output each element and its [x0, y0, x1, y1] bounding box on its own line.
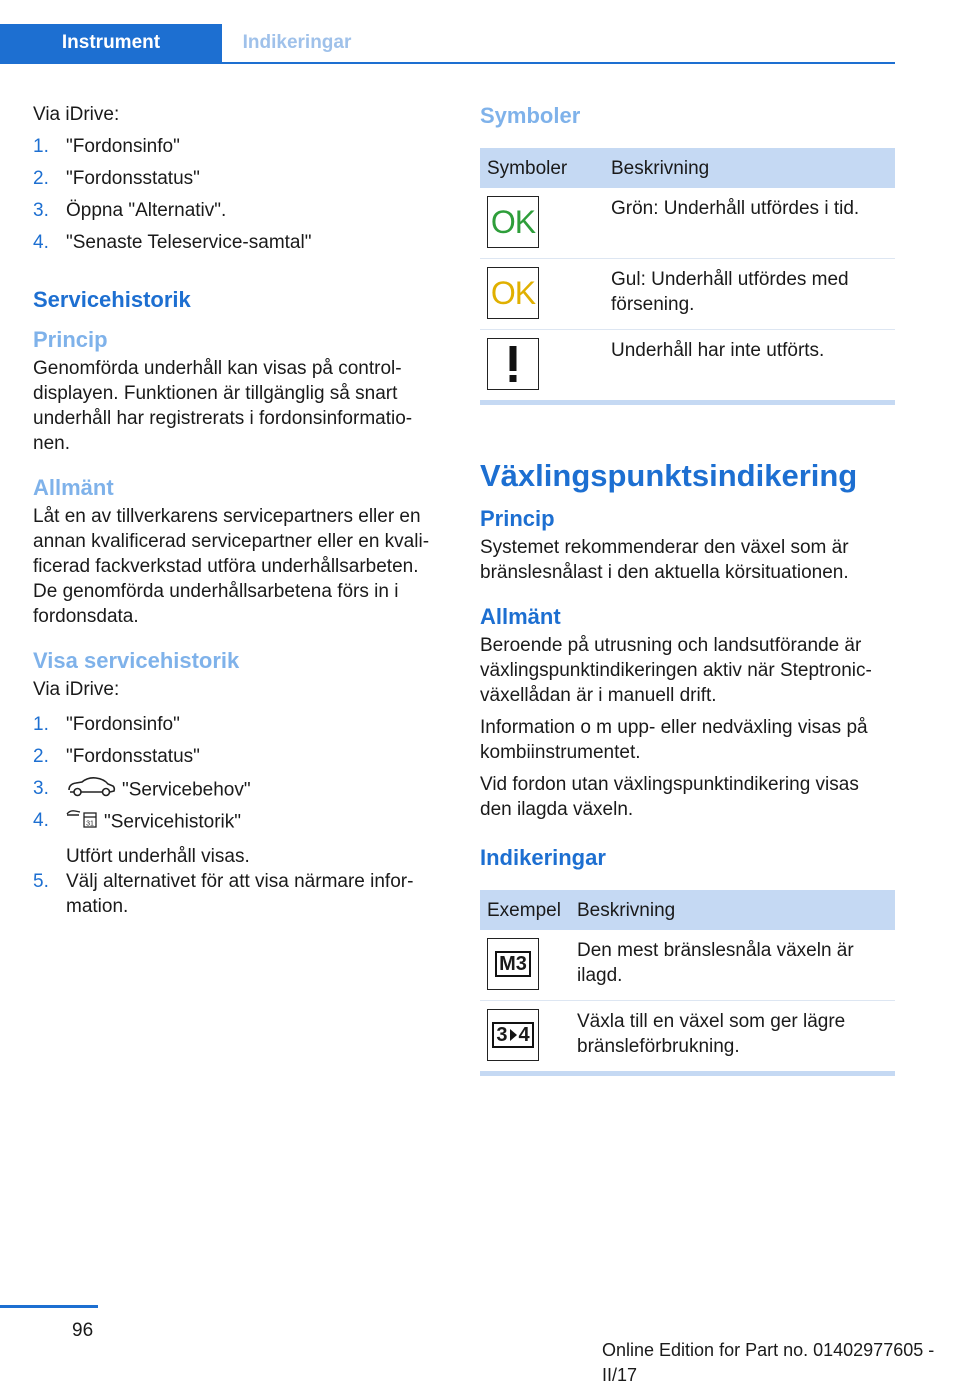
table-header: Beskrivning	[604, 148, 895, 188]
table-header: Symboler	[480, 148, 604, 188]
list-item: 4. 31 "Servicehistorik" Utfört underhåll visas.	[33, 808, 443, 869]
subheading-symboler: Symboler	[480, 103, 581, 128]
princip-text-right: Systemet rekommenderar den växel som är bränslesnålast i den aktuella körsituationen.	[480, 537, 849, 583]
car-icon	[66, 776, 116, 805]
edition-text: Online Edition for Part no. 01402977605 - II/17	[602, 1340, 935, 1385]
table-header: Beskrivning	[570, 890, 895, 930]
princip-text: Genomförda underhåll kan visas på control-displayen. Funktionen är tillgänglig så snart underhåll har registrerats i fordonsinformatio-nen.	[33, 358, 413, 454]
list-item: 2. "Fordonsstatus"	[33, 746, 200, 767]
list-item: 1. "Fordonsinfo"	[33, 714, 180, 735]
gear-m3-symbol: M3	[487, 938, 539, 990]
table-row: OK Gul: Underhåll utfördes med försening.	[480, 259, 895, 330]
visa-intro: Via iDrive:	[33, 679, 120, 700]
list-item: 2. "Fordonsstatus"	[33, 168, 200, 189]
allmant-p3: Vid fordon utan växlingspunktindikering visas den ilagda växeln.	[480, 774, 859, 820]
tab-indikeringar[interactable]: Indikeringar	[242, 32, 352, 53]
example-table	[480, 890, 895, 1076]
allmant-text: Låt en av tillverkarens servicepartners eller en annan kvalificerad servicepartner eller en kvali-ficerad fackverkstad utföra underhållsarbeten. De genomförda underhållsarbetena förs in i fordonsdata.	[33, 506, 430, 627]
subheading-indikeringar: Indikeringar	[480, 845, 606, 870]
allmant-p1: Beroende på utrusning och landsutförande är växlingspunktindikeringen aktiv när Steptronic-växellådan är i manuell drift.	[480, 635, 872, 706]
upshift-symbol: 3 4	[487, 1009, 539, 1061]
list-item: 1. "Fordonsinfo"	[33, 136, 180, 157]
subheading-allmant-right: Allmänt	[480, 604, 561, 629]
footer-rule	[0, 1305, 98, 1308]
symbols-table	[480, 148, 895, 405]
list-item: 3. "Servicebehov"	[33, 776, 443, 808]
arrow-right-icon	[509, 1028, 518, 1042]
subheading-princip-right: Princip	[480, 506, 555, 531]
right-column	[480, 102, 895, 1076]
section-heading-vaxlingspunkt: Växlingspunktsindikering	[480, 458, 858, 493]
page-number: 96	[72, 1320, 94, 1341]
intro-text: Via iDrive:	[33, 104, 120, 125]
table-row: 3 4 Växla till en växel som ger lägre bränsleförbrukning.	[480, 1001, 895, 1074]
subheading-allmant: Allmänt	[33, 475, 114, 500]
svg-text:31: 31	[86, 820, 94, 828]
left-column	[33, 102, 443, 933]
section-heading-servicehistorik: Servicehistorik	[33, 287, 191, 312]
step-subtext: Utfört underhåll visas.	[66, 846, 250, 867]
steps-list-1	[33, 134, 443, 262]
list-item: 4. "Senaste Teleservice-samtal"	[33, 232, 312, 253]
subheading-visa-servicehistorik: Visa servicehistorik	[33, 648, 240, 673]
subheading-princip: Princip	[33, 327, 108, 352]
table-row: Underhåll har inte utförts.	[480, 330, 895, 403]
calendar-car-icon	[66, 808, 98, 837]
header-tabs	[0, 24, 895, 64]
ok-green-symbol: OK	[487, 196, 539, 248]
table-row: M3 Den mest bränslesnåla växeln är ilagd.	[480, 930, 895, 1001]
exclamation-icon	[487, 338, 539, 390]
allmant-p2: Information o m upp- eller nedväxling visas på kombiinstrumentet.	[480, 717, 868, 763]
table-row: OK Grön: Underhåll utfördes i tid.	[480, 188, 895, 259]
tab-instrument[interactable]: Instrument	[0, 24, 222, 62]
ok-yellow-symbol: OK	[487, 267, 539, 319]
table-header: Exempel	[480, 890, 570, 930]
list-item: 5. Välj alternativet för att visa närmare infor-mation.	[33, 871, 414, 917]
steps-list-2	[33, 712, 443, 919]
list-item: 3. Öppna "Alternativ".	[33, 200, 227, 221]
